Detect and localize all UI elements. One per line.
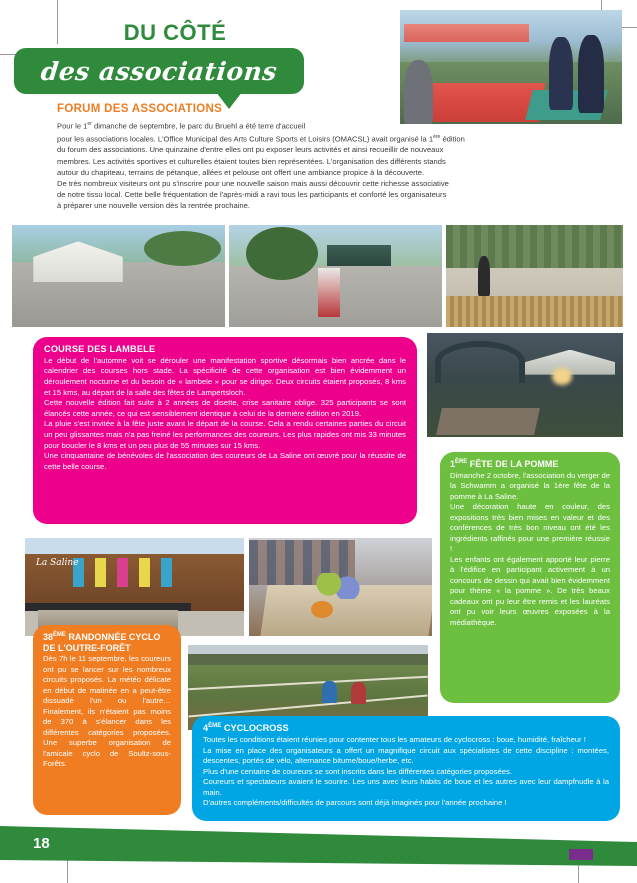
article-box-cyclocross [192,716,620,821]
photo-forum-opening-ceremony [400,10,622,124]
paragraph: Dès 7h le 11 septembre, les coureurs ont pu se lancer sur les nombreux circuits proposés. La météo délicate en début de matinée en a peut-être dissuadé l'un ou l'autre… Finalement, ils n'étaient pas moins de 370 à s'élancer dans les différentes catégories proposées. Une superbe organisation de l'amicale cyclo de Soultz-sous-Forêts. [43,654,171,769]
forum-line: Pour le 1er dimanche de septembre, le parc du Bruehl a été terre d'accueil [57,121,306,131]
photo-facade-stripe [117,558,128,587]
photo-hedge [188,654,428,666]
photo-flower-arrangement [304,573,366,598]
footer-band [0,826,637,866]
paragraph: Une décoration haute en couleur, des expositions très bien mises en valeur et des conférences de très bon niveau ont été les ingrédients raffinés pour une première réussie ! [450,502,610,554]
paragraph: La pluie s'est invitée à la fête juste avant le départ de la course. Cela a rendu certaines parties du circuit un peu glissantes mais n'a pas freiné les performances des coureurs. Les plus rapides ont mis 33 minutes pour boucler le 8 kms et un peu plus de 55 minutes sur 15 kms. [44,419,406,450]
article-body-rando [43,654,171,770]
article-title-pomme-rest: FÊTE DE LA POMME [467,459,559,469]
article-body-pomme [450,471,610,629]
forum-body-text [57,119,602,212]
article-box-course-des-lambele [33,337,417,524]
photo-person [578,35,605,113]
paragraph: Une cinquantaine de bénévoles de l'association des coureurs de La Saline ont œuvré pour la réussite de cette belle course. [44,451,406,471]
page-number: 18 [33,835,50,852]
section-heading-forum: FORUM DES ASSOCIATIONS [57,103,223,115]
forum-line: De très nombreux visiteurs ont pu s'inscrire pour une nouvelle saison mais aussi découvrir cette richesse associative [57,179,449,189]
article-title-pomme [450,459,610,470]
photo-facade-stripe [161,558,172,587]
paragraph: Coureurs et spectateurs avaient le sourire. Les uns avec leurs habits de boue et les autres avec leur dampfnudle à la main. [203,777,609,797]
paragraph: Les enfants ont également apporté leur pierre à l'édifice en participant activement à un concours de dessin qui avait bien évidemment pour thème « la pomme ». De très beaux cadeaux ont pu leur être remis et les lauréats ont pu voir leurs œuvres exposées à la médiathèque. [450,554,610,627]
forum-line: membres. Les activités sportives et culturelles étaient toutes bien représentées. L'organisation des différents stands [57,156,446,166]
page-header [14,22,304,94]
article-title-pomme-number: 1 [450,459,456,469]
article-body-cyclocross [203,735,609,809]
paragraph: D'autres compléments/difficultés de parcours sont déjà imaginés pour l'année prochaine ! [203,798,507,808]
photo-cyclist [351,682,365,704]
paragraph: Cette nouvelle édition fait suite à 2 années de disette, crise sanitaire oblige. 325 participants se sont élancés cette année, ce qui est sensiblement identique à celui de la dernière édition en 2019. [44,398,406,418]
article-title-rando-rest: RANDONNÉE CYCLO DE L'OUTRE-FORÊT [43,632,161,653]
article-title-cyclocross-rest: CYCLOCROSS [221,723,289,734]
photo-lambele-night-race [427,333,623,437]
photo-cyclist [322,681,336,703]
article-title-lambele: COURSE DES LAMBELE [44,344,156,354]
article-title-rando-number: 38 [43,632,54,642]
photo-roll-up-banner [318,268,339,317]
ordinal-suffix: ÈME [208,723,222,729]
page-title-bubble [14,48,304,94]
forum-line: autour du chapiteau, terrains de pétanque, allées et pelouse ont offert une ambiance propice à la découverte. [57,167,425,177]
photo-trees [446,225,623,268]
forum-line: du forum des associations. Une quinzaine d'entre elles ont pu exposer leurs activités et ainsi recueillir de nouveaux [57,145,444,155]
photo-la-saline-sign: La Saline [35,557,79,568]
photo-facade-stripe [139,558,150,587]
paragraph: La mise en place des organisateurs a offert un magnifique circuit aux spécialistes de cette discipline : montées, descentes, portés de vélo, alternance bitume/boue/herbe, etc. [203,745,609,766]
photo-forum-banner-stand [229,225,442,327]
page-title-top: DU CÔTÉ [123,20,227,45]
photo-person [549,37,573,110]
forum-line: pour les associations locales. L'Office Municipal des Arts Culture Sports et Loisirs (OMACSL) avait organisé la 1ère édition [57,133,465,144]
paragraph: Dimanche 2 octobre, l'association du verger de la Schwamm a organisé la 1ère fête de la pomme à La Saline. [450,470,611,501]
photo-apple-exhibition [249,538,432,636]
photo-start-arch [435,341,525,383]
photo-person [478,256,490,297]
photo-fence [446,296,623,327]
photo-lamp-glow [552,368,572,385]
photo-tent [327,245,391,265]
photo-forum-stands [12,225,225,327]
article-title-cyclocross-number: 4 [203,723,209,734]
photo-trees [144,231,221,266]
ordinal-suffix: ÈME [53,632,66,638]
photo-path [436,408,540,435]
article-box-randonnee-cyclo [33,625,181,815]
photo-tree [246,227,318,280]
article-body-lambele [44,356,406,473]
photo-facade-stripe [95,558,106,587]
paragraph: Le début de l'automne voit se dérouler une manifestation sportive désormais bien ancrée dans le calendrier des courses hors stade. La spécificité de cette organisation est bien évidemment un déroulement nocturne et du besoin de « lambele » pour se diriger. Deux circuits étaient proposés, 8 kms et 15 kms, au départ de la salle des fêtes de Lampertsloch. [44,355,406,397]
photo-person [404,60,433,124]
article-title-cyclocross [203,723,609,734]
paragraph: Plus d'une centaine de coureurs se sont inscrits dans les différentes catégories proposées. [203,766,513,776]
footer-accent-square [569,849,593,860]
forum-line: à préparer une nouvelle version dès la rentrée prochaine. [57,201,250,211]
photo-tent [404,24,528,42]
photo-forum-petanque-area [446,225,623,327]
page-title-bubble-label: des associations [39,56,279,86]
ordinal-suffix: ÈRE [455,459,468,465]
forum-line: de notre tissu local. Cette belle fréquentation de l'après-midi a ravi tous les participants et conforté les organisateurs [57,190,447,200]
article-box-fete-de-la-pomme [440,452,620,703]
paragraph: Toutes les conditions étaient réunies pour contenter tous les amateurs de cyclocross : boue, humidité, fraîcheur ! [203,734,586,744]
article-title-rando [43,632,171,653]
